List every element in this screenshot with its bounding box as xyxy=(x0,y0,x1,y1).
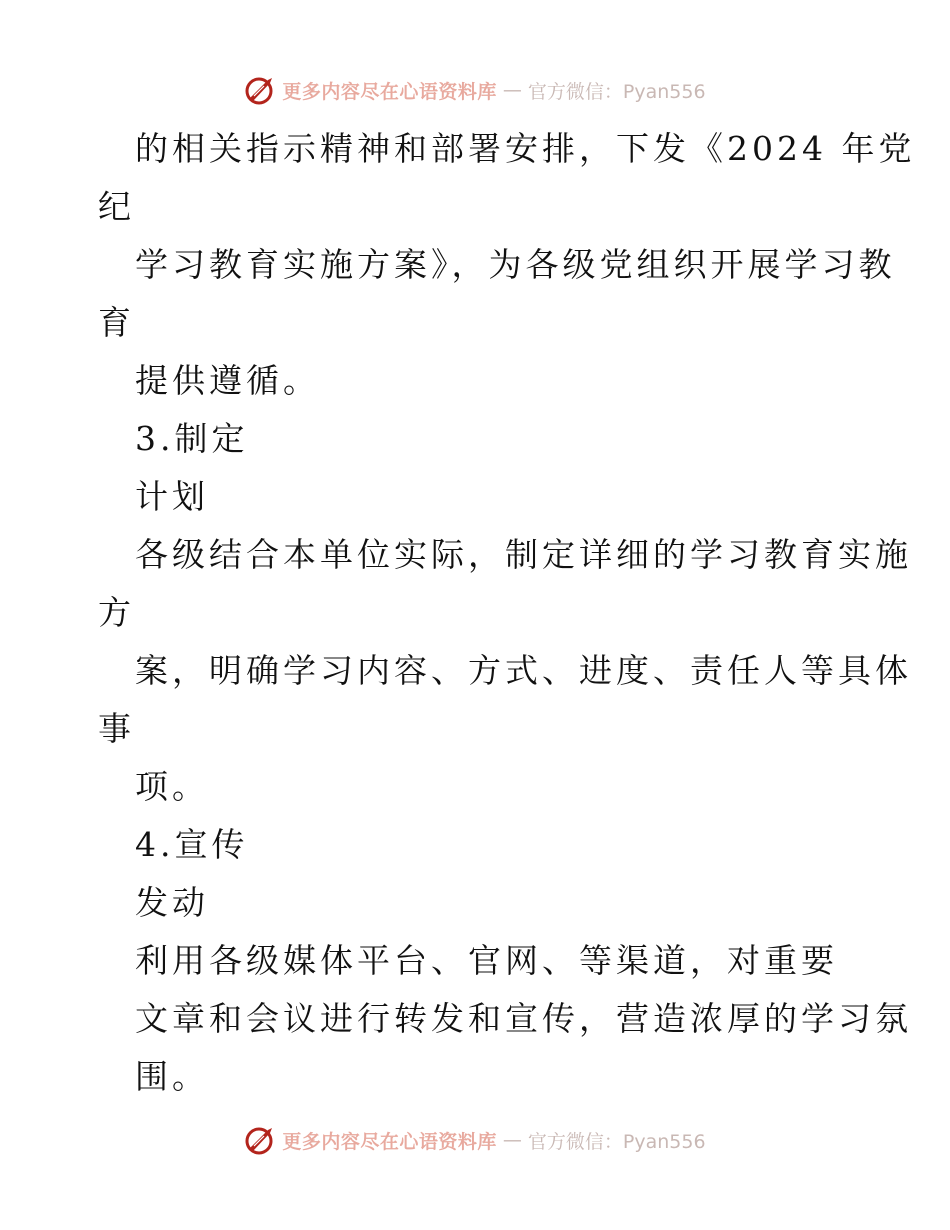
section-heading-line: 计划 xyxy=(135,477,209,516)
body-line: 纪 xyxy=(98,187,135,226)
body-line: 文章和会议进行转发和宣传，营造浓厚的学习氛 xyxy=(135,999,912,1038)
watermark-group xyxy=(244,74,705,106)
watermark-separator: — xyxy=(502,79,522,101)
watermark-wechat-text: 官方微信：Pyan556 xyxy=(527,80,706,103)
body-line: 提供遵循。 xyxy=(135,361,320,400)
watermark-banner-bottom xyxy=(0,1120,950,1160)
watermark-wechat-text: 官方微信：Pyan556 xyxy=(527,1130,706,1153)
quill-logo-icon xyxy=(244,74,276,106)
body-line: 的相关指示精神和部署安排，下发《2024 年党 xyxy=(135,129,916,168)
body-line: 育 xyxy=(98,303,135,342)
watermark-banner-top xyxy=(0,70,950,110)
watermark-separator: — xyxy=(502,1129,522,1151)
body-line: 围。 xyxy=(135,1057,209,1096)
watermark-site-text: 更多内容尽在心语资料库 xyxy=(282,80,497,103)
body-line: 各级结合本单位实际，制定详细的学习教育实施 xyxy=(135,535,912,574)
watermark-site-text: 更多内容尽在心语资料库 xyxy=(282,1130,497,1153)
section-heading-line: 发动 xyxy=(135,883,209,922)
body-line: 利用各级媒体平台、官网、等渠道，对重要 xyxy=(135,941,838,980)
body-line: 项。 xyxy=(135,767,209,806)
body-line: 方 xyxy=(98,593,135,632)
section-heading-line: 4.宣传 xyxy=(135,825,249,864)
body-line: 学习教育实施方案》，为各级党组织开展学习教 xyxy=(135,245,896,284)
watermark-group xyxy=(244,1124,705,1156)
section-heading-line: 3.制定 xyxy=(135,419,249,458)
body-line: 案，明确学习内容、方式、进度、责任人等具体 xyxy=(135,651,912,690)
quill-logo-icon xyxy=(244,1124,276,1156)
body-line: 事 xyxy=(98,709,135,748)
